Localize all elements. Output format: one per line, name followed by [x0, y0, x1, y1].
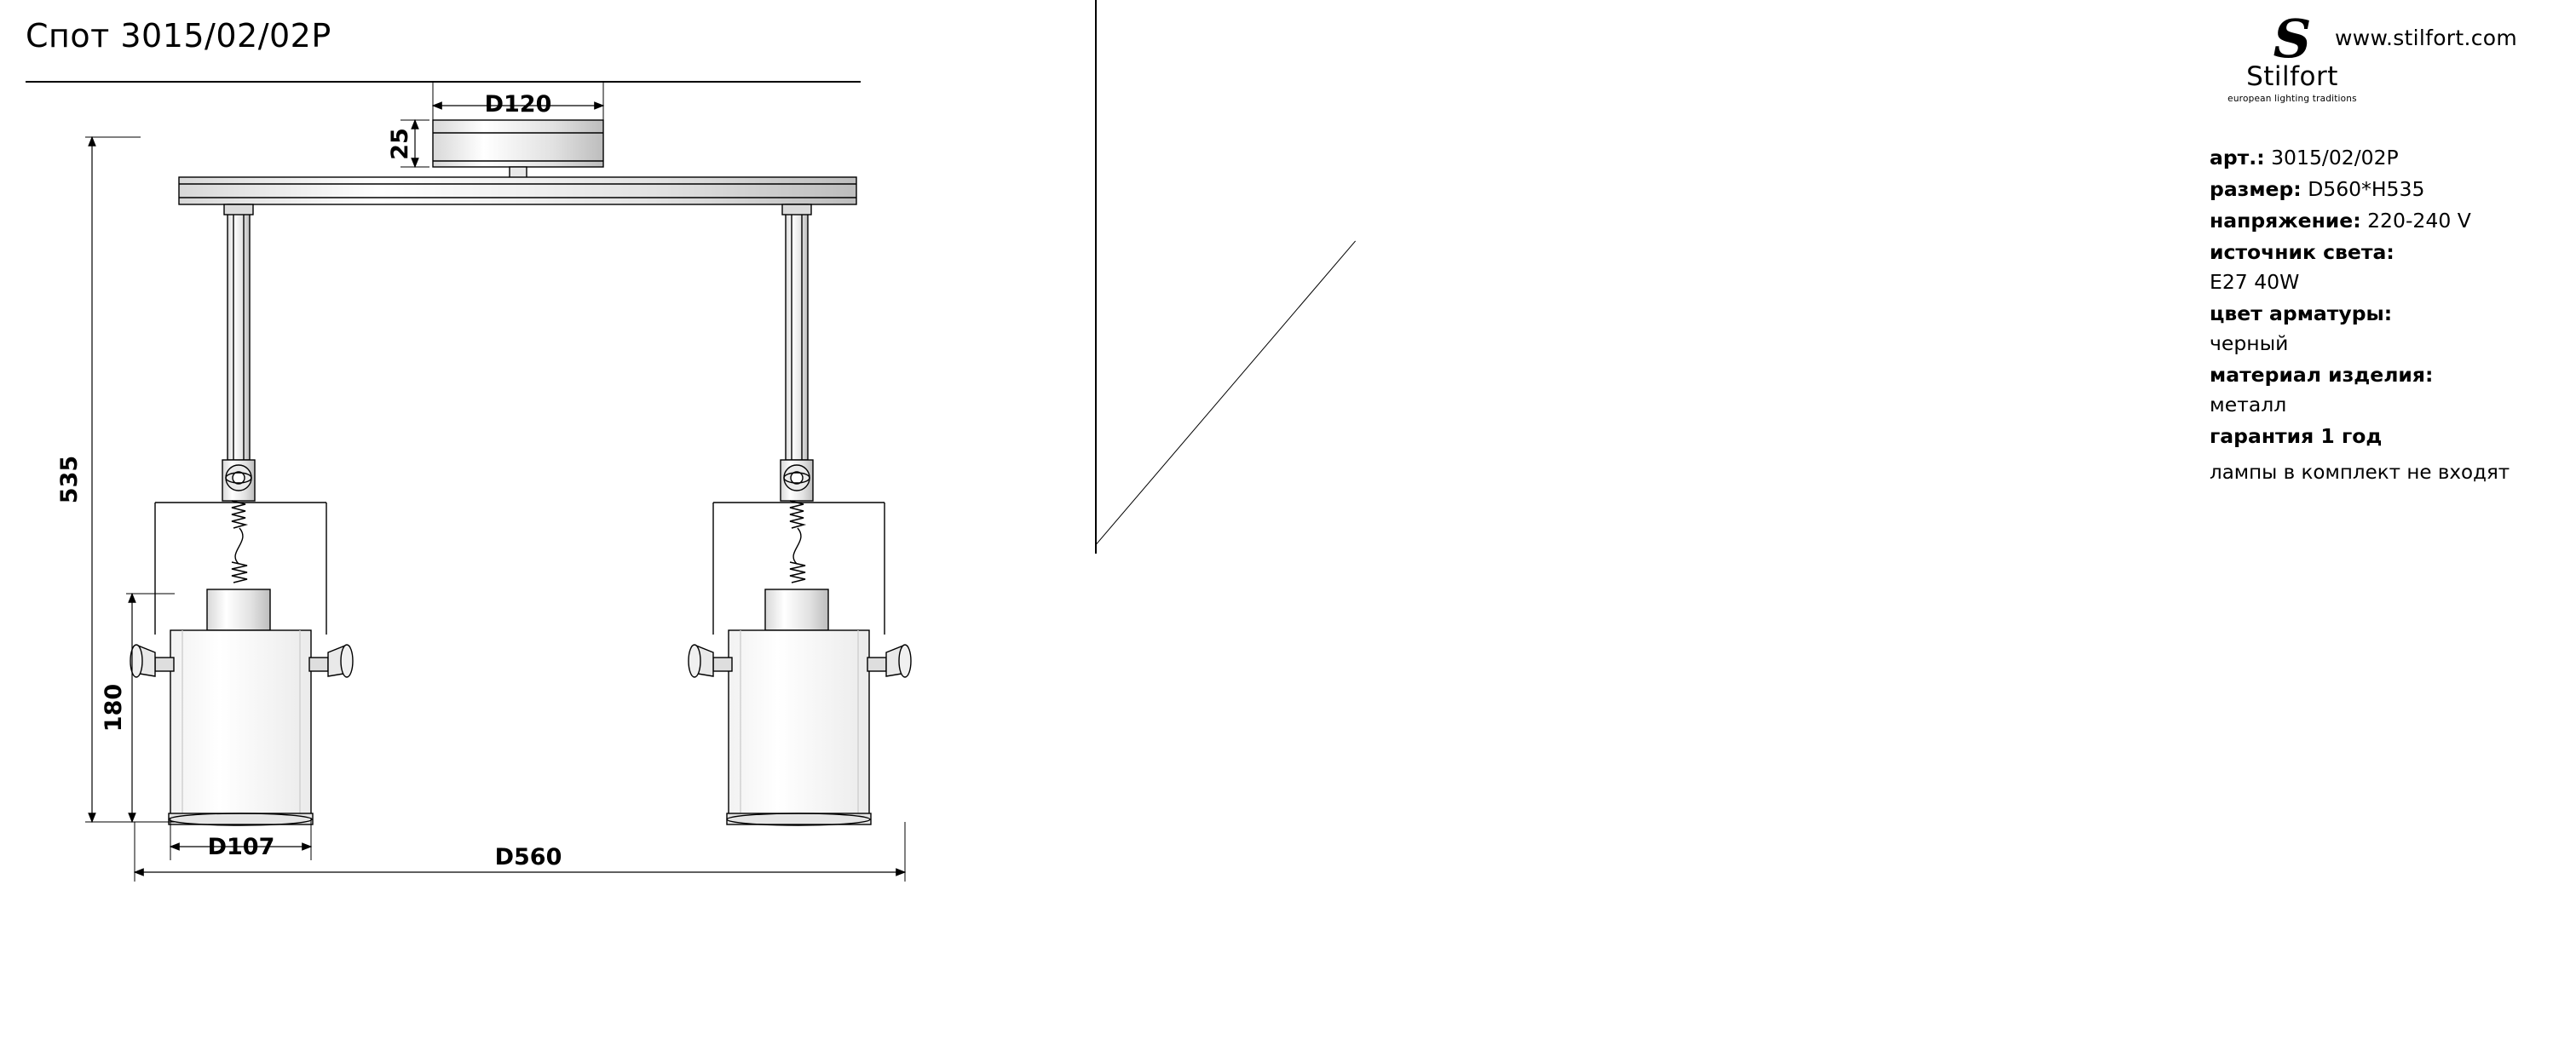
- spec-row-lightsource: [2210, 238, 2576, 297]
- spec-value-color: черный: [2210, 331, 2289, 355]
- dim-label-h180: 180: [101, 683, 127, 732]
- spec-key-size: размер:: [2210, 177, 2302, 201]
- dim-label-d560: D560: [494, 844, 562, 870]
- brand-name: Stilfort: [2246, 61, 2338, 92]
- website-url[interactable]: www.stilfort.com: [2335, 26, 2518, 50]
- dim-label-d120: D120: [484, 91, 552, 118]
- spec-key-material: материал изделия:: [2210, 363, 2434, 387]
- spec-value-lightsource: E27 40W: [2210, 270, 2300, 294]
- info-panel: [1095, 0, 2518, 1057]
- brand-logo: [2211, 8, 2373, 104]
- spec-value-voltage: 220-240 V: [2367, 209, 2471, 233]
- spec-value-size: D560*H535: [2308, 177, 2425, 201]
- spec-key-art: арт.:: [2210, 146, 2265, 169]
- spec-note-lamps: лампы в комплект не входят: [2210, 462, 2510, 484]
- spec-list: [2210, 143, 2576, 488]
- dim-label-h535: 535: [56, 455, 83, 504]
- spec-key-voltage: напряжение:: [2210, 209, 2361, 233]
- brand-tagline: european lighting traditions: [2227, 94, 2357, 104]
- spec-row-art: [2210, 143, 2576, 173]
- spec-row-size: [2210, 175, 2576, 204]
- spec-key-lightsource: источник света:: [2210, 240, 2394, 264]
- spec-row-voltage: [2210, 206, 2576, 236]
- spec-value-material: металл: [2210, 393, 2287, 416]
- technical-drawing: [0, 0, 1095, 1057]
- dim-label-h25: 25: [387, 128, 413, 160]
- spec-row-material: [2210, 360, 2576, 420]
- dim-label-d107: D107: [207, 834, 275, 860]
- page-title: Спот 3015/02/02P: [26, 17, 331, 55]
- stilfort-s-icon: S: [2273, 8, 2312, 70]
- spec-row-warranty: [2210, 422, 2576, 451]
- spec-key-color: цвет арматуры:: [2210, 302, 2393, 325]
- spec-key-warranty: гарантия 1 год: [2210, 424, 2383, 448]
- spec-row-color: [2210, 299, 2576, 359]
- spec-value-art: 3015/02/02P: [2271, 146, 2399, 169]
